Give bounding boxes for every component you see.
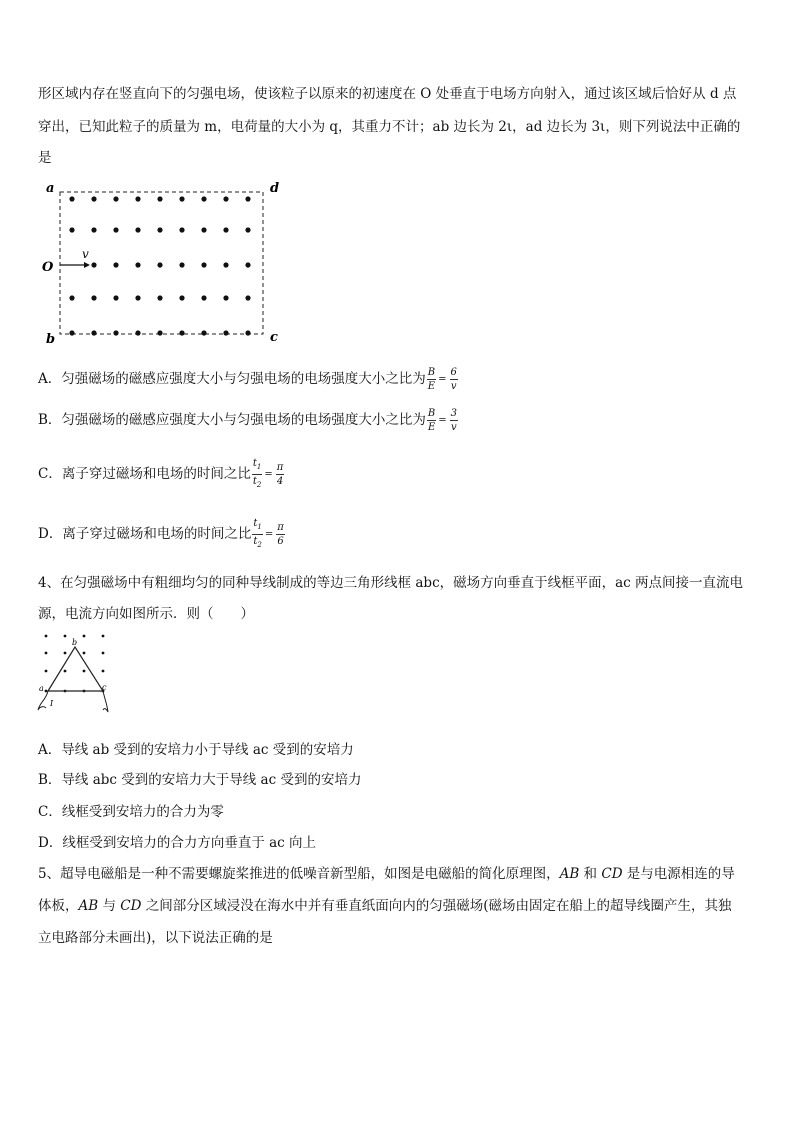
q4-option-c[interactable]: C．线框受到安培力的合力为零 (38, 804, 224, 820)
label-b: b (72, 638, 78, 647)
field-dot (135, 295, 140, 300)
lead-wire-c (103, 691, 108, 712)
field-dot (64, 652, 67, 655)
field-dot (223, 196, 228, 201)
velocity-arrowhead (84, 262, 90, 268)
field-dot (245, 295, 250, 300)
field-dot (135, 262, 140, 267)
field-dot (45, 690, 48, 693)
field-dot (179, 295, 184, 300)
field-dot (179, 196, 184, 201)
field-dot (157, 330, 162, 335)
field-dot (201, 295, 206, 300)
q4-option-d[interactable]: D．线框受到安培力的合力方向垂直于 ac 向上 (38, 835, 317, 851)
field-dot (69, 227, 74, 232)
field-dot (113, 295, 118, 300)
field-dot (102, 652, 105, 655)
field-dot (135, 196, 140, 201)
field-dot (157, 196, 162, 201)
field-dot (135, 330, 140, 335)
field-dot (91, 227, 96, 232)
field-dot (223, 295, 228, 300)
field-dot (91, 262, 96, 267)
label-c: c (102, 683, 107, 692)
field-dot (157, 227, 162, 232)
field-dot (113, 227, 118, 232)
q4-stem-line-2: 源，电流方向如图所示．则（ ） (38, 606, 254, 622)
field-dot (91, 330, 96, 335)
ratio-fraction-left: $\frac{B}{E}$ (427, 367, 436, 392)
field-dot (102, 670, 105, 673)
field-dot (157, 295, 162, 300)
label-v: v (82, 247, 89, 261)
ratio-fraction-left: $\frac{t_1}{t_2}$ (253, 518, 262, 549)
label-b: b (46, 332, 56, 347)
field-dot (102, 635, 105, 638)
q3-option-c-text: C．离子穿过磁场和电场的时间之比 (38, 466, 251, 482)
field-dot (69, 295, 74, 300)
field-rectangle-figure (38, 178, 288, 348)
triangle-frame-figure (34, 628, 114, 718)
label-a: a (46, 181, 55, 196)
field-dot (91, 295, 96, 300)
q3-option-a[interactable]: A．匀强磁场的磁感应强度大小与匀强电场的电场强度大小之比为 $\frac{B}{E}$ = $\frac{6}{v}$ (38, 367, 457, 392)
field-dot (45, 670, 48, 673)
q5-stem-line-3: 立电路部分未画出)，以下说法正确的是 (38, 930, 273, 946)
field-dot (91, 196, 96, 201)
q5-stem-line-2: 体板，AB 与 CD 之间部分区域浸没在海水中并有垂直纸面向内的匀强磁场(磁场由固定在船上的超导线圈产生，其独 (38, 898, 732, 914)
field-dot (223, 227, 228, 232)
ratio-fraction-left: $\frac{B}{E}$ (427, 408, 436, 433)
field-dot (179, 330, 184, 335)
field-dot (113, 330, 118, 335)
field-dot (245, 330, 250, 335)
field-dot (201, 227, 206, 232)
label-current-I: I (50, 699, 54, 708)
q4-option-a[interactable]: A．导线 ab 受到的安培力小于导线 ac 受到的安培力 (38, 742, 354, 758)
ratio-fraction-right: $\frac{3}{v}$ (450, 408, 458, 433)
field-dot (201, 262, 206, 267)
field-dot (245, 196, 250, 201)
ratio-fraction-right: $\frac{\pi}{6}$ (277, 522, 284, 547)
field-dots (69, 196, 250, 335)
intro-line-2: 穿出，已知此粒子的质量为 m，电荷量的大小为 q，其重力不计；ab 边长为 2ι，ad 边长为 3ι，则下列说法中正确的 (38, 119, 741, 135)
label-d: d (270, 181, 280, 196)
lead-wire-a (38, 691, 48, 710)
intro-line-1: 形区域内存在竖直向下的匀强电场，使该粒子以原来的初速度在 O 处垂直于电场方向射入，通过该区域后恰好从 d 点 (38, 86, 737, 102)
field-dot (113, 196, 118, 201)
field-dot (201, 330, 206, 335)
label-a: a (39, 684, 44, 693)
q3-option-c[interactable]: C．离子穿过磁场和电场的时间之比 $\frac{t_1}{t_2}$ = $\frac{\pi}{4}$ (38, 458, 284, 489)
triangle-frame (48, 647, 103, 691)
field-dot (223, 330, 228, 335)
q3-option-d[interactable]: D．离子穿过磁场和电场的时间之比 $\frac{t_1}{t_2}$ = $\frac{\pi}{6}$ (38, 518, 284, 549)
label-O: O (42, 260, 54, 275)
field-dot (83, 670, 86, 673)
q3-option-d-text: D．离子穿过磁场和电场的时间之比 (38, 526, 252, 542)
q4-option-b[interactable]: B．导线 abc 受到的安培力大于导线 ac 受到的安培力 (38, 772, 362, 788)
field-dot (69, 330, 74, 335)
ratio-fraction-right: $\frac{6}{v}$ (450, 367, 457, 392)
field-dot (157, 262, 162, 267)
q3-option-b[interactable]: B．匀强磁场的磁感应强度大小与匀强电场的电场强度大小之比为 $\frac{B}{E}$ = $\frac{3}{v}$ (38, 408, 458, 433)
field-dot (179, 227, 184, 232)
ratio-fraction-left: $\frac{t_1}{t_2}$ (252, 458, 262, 489)
field-dot (69, 196, 74, 201)
field-dot (64, 670, 67, 673)
field-dot (223, 262, 228, 267)
field-dot (83, 652, 86, 655)
field-dot (135, 227, 140, 232)
ratio-fraction-right: $\frac{\pi}{4}$ (276, 462, 284, 487)
label-c: c (270, 330, 278, 345)
field-dot (45, 652, 48, 655)
field-dot (201, 196, 206, 201)
field-dot (245, 262, 250, 267)
field-dot (113, 262, 118, 267)
q4-stem-line-1: 4、在匀强磁场中有粗细均匀的同种导线制成的等边三角形线框 abc，磁场方向垂直于线框平面，ac 两点间接一直流电 (38, 575, 744, 591)
q3-option-a-text: A．匀强磁场的磁感应强度大小与匀强电场的电场强度大小之比为 (38, 371, 426, 387)
field-dot (83, 635, 86, 638)
field-dot (245, 227, 250, 232)
field-dot (179, 262, 184, 267)
intro-line-3: 是 (38, 150, 52, 166)
q5-stem-line-1: 5、超导电磁船是一种不需要螺旋桨推进的低噪音新型船，如图是电磁船的简化原理图，AB 和 CD 是与电源相连的导 (38, 866, 735, 882)
q3-option-b-text: B．匀强磁场的磁感应强度大小与匀强电场的电场强度大小之比为 (38, 412, 426, 428)
field-dot (45, 635, 48, 638)
field-dot (64, 635, 67, 638)
